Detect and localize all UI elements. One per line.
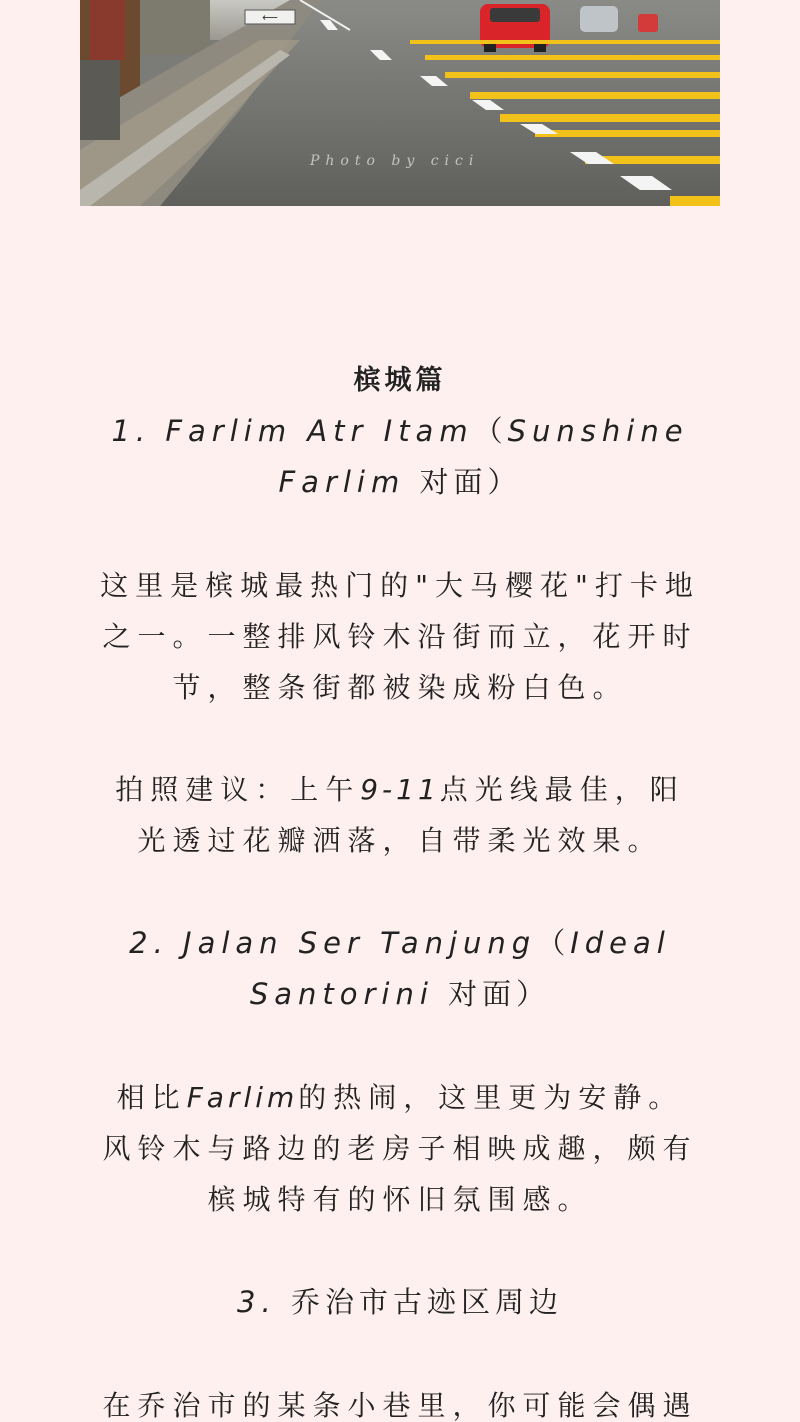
spot3-number: 3.	[237, 1285, 277, 1319]
spot2-line1-suffix: 的热闹，这里更为安静。	[298, 1081, 684, 1114]
spot2-name: Jalan Ser Tanjung	[183, 926, 537, 960]
spot2-line1-latin: Farlim	[186, 1081, 299, 1114]
spot1-photo-tip	[90, 764, 710, 866]
spot3-heading	[100, 1277, 700, 1328]
spot2-ref-suffix: 对面）	[448, 977, 551, 1011]
spot1-open-paren: （	[473, 414, 508, 448]
spot2-number: 2.	[129, 926, 169, 960]
street-photo	[80, 0, 720, 206]
spot3-name: 乔治市古迹区周边	[290, 1285, 563, 1319]
spot1-ref-suffix: 对面）	[419, 465, 522, 499]
spot1-desc-line-2: 之一。一整排风铃木沿街而立，花开时	[102, 620, 698, 653]
spot2-open-paren: （	[536, 926, 571, 960]
spot1-description	[90, 560, 710, 713]
section-title: 槟城篇	[353, 365, 447, 396]
red-car	[480, 4, 550, 52]
article	[0, 356, 800, 1422]
spot1-tip-line-1	[90, 764, 710, 815]
spot2-line-1	[90, 1072, 710, 1123]
tip-prefix: 拍照建议：上午	[115, 773, 361, 806]
spot1-desc-line-1: 这里是槟城最热门的"大马樱花"打卡地	[100, 569, 700, 602]
spot2-ref-2: Santorini	[249, 977, 434, 1011]
spot2-ref-1: Ideal	[570, 926, 671, 960]
photo-watermark: Photo by cici	[310, 153, 480, 169]
spot2-description	[90, 1072, 710, 1225]
spot1-heading	[100, 406, 700, 508]
spot3-description	[90, 1380, 710, 1422]
spot2-line-3: 槟城特有的怀旧氛围感。	[207, 1183, 593, 1216]
tip-time: 9-11	[360, 773, 440, 806]
spot2-line-2: 风铃木与路边的老房子相映成趣，颇有	[102, 1132, 698, 1165]
spot2-heading	[100, 918, 700, 1020]
street-photo-image	[80, 0, 720, 206]
spot1-name: Farlim Atr Itam	[165, 414, 474, 448]
spot1-desc-line-3: 节，整条街都被染成粉白色。	[172, 671, 628, 704]
spot1-number: 1.	[111, 414, 152, 448]
spot1-ref-1: Sunshine	[507, 414, 689, 448]
tip-suffix: 点光线最佳，阳	[439, 773, 685, 806]
spot1-ref-2: Farlim	[278, 465, 406, 499]
spot1-tip-line-2: 光透过花瓣洒落，自带柔光效果。	[137, 824, 663, 857]
spot3-line-1: 在乔治市的某条小巷里，你可能会偶遇	[102, 1389, 698, 1422]
road-sign-arrow: ⟵	[262, 11, 278, 24]
spot2-line1-prefix: 相比	[116, 1081, 187, 1114]
